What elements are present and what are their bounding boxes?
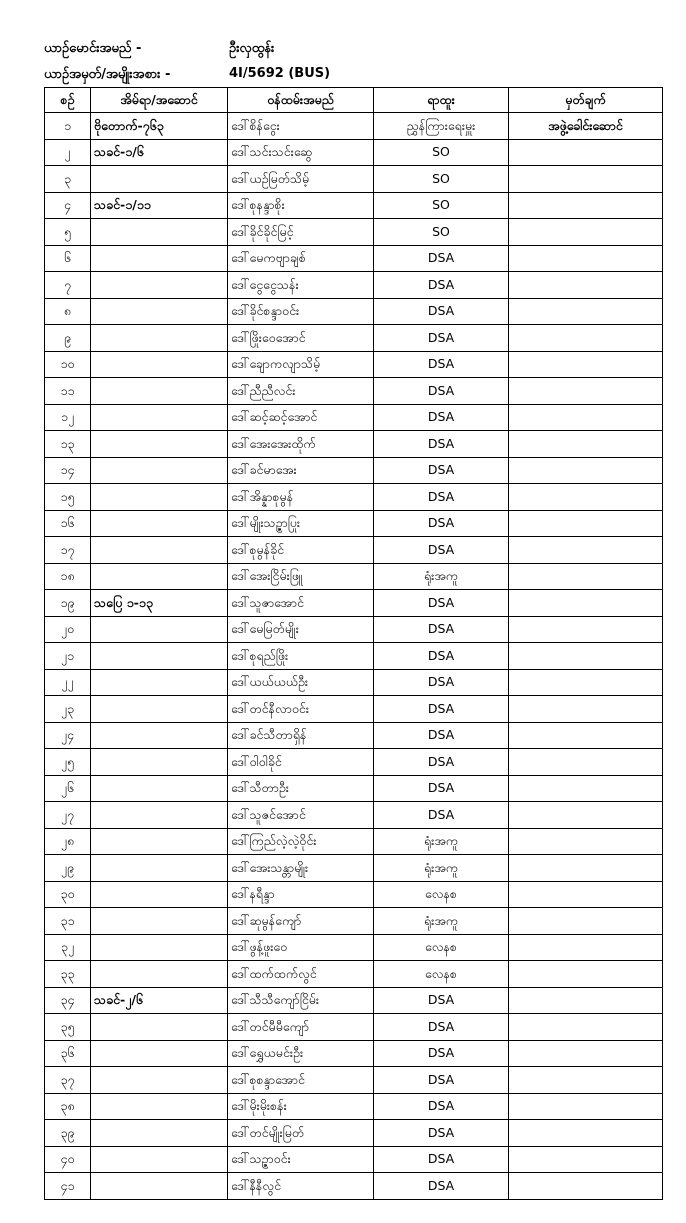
row-number-cell: ၁၂: [45, 404, 91, 431]
table-body: [45, 113, 663, 1200]
remark-cell: [509, 749, 663, 776]
table-row: [45, 987, 663, 1014]
remark-cell: [509, 404, 663, 431]
remark-cell: [509, 590, 663, 617]
staff-roster-table: [44, 87, 663, 1200]
table-row: [45, 1146, 663, 1173]
housing-block-cell: [91, 1093, 228, 1120]
staff-rank-cell: DSA: [374, 1120, 509, 1147]
row-number-cell: ၁၅: [45, 484, 91, 511]
staff-name-cell: ဒေါ်သဥ္ဇာဝင်း: [228, 1146, 374, 1173]
remark-cell: [509, 484, 663, 511]
table-row: [45, 908, 663, 935]
housing-block-cell: [91, 484, 228, 511]
remark-cell: [509, 643, 663, 670]
remark-cell: [509, 378, 663, 405]
housing-block-cell: [91, 669, 228, 696]
table-header-row: [45, 88, 663, 113]
remark-cell: [509, 855, 663, 882]
housing-block-cell: [91, 272, 228, 299]
housing-block-cell: [91, 245, 228, 272]
row-number-cell: ၃၁: [45, 908, 91, 935]
staff-name-cell: ဒေါ်မေကဗျာချစ်: [228, 245, 374, 272]
remark-cell: [509, 1093, 663, 1120]
table-row: [45, 855, 663, 882]
staff-rank-cell: DSA: [374, 1146, 509, 1173]
housing-block-cell: [91, 775, 228, 802]
row-number-cell: ၂၃: [45, 696, 91, 723]
row-number-cell: ၃၂: [45, 934, 91, 961]
row-number-cell: ၁၉: [45, 590, 91, 617]
row-number-cell: ၃၉: [45, 1120, 91, 1147]
staff-rank-cell: SO: [374, 192, 509, 219]
staff-name-cell: ဒေါ်အေးသန္တာမျိုး: [228, 855, 374, 882]
row-number-cell: ၂: [45, 139, 91, 166]
table-row: [45, 1093, 663, 1120]
table-row: [45, 298, 663, 325]
staff-rank-cell: DSA: [374, 325, 509, 352]
row-number-cell: ၂၂: [45, 669, 91, 696]
table-row: [45, 749, 663, 776]
table-row: [45, 722, 663, 749]
remark-cell: [509, 166, 663, 193]
row-number-cell: ၈: [45, 298, 91, 325]
staff-rank-cell: DSA: [374, 696, 509, 723]
staff-name-cell: ဒေါ်ခိုင်ခိုင်မြင့်: [228, 219, 374, 246]
vehicle-label: ယာဉ်အမှတ်/အမျိုးအစား -: [44, 67, 171, 82]
table-row: [45, 696, 663, 723]
remark-cell: [509, 722, 663, 749]
staff-name-cell: ဒေါ်စုနန္ဒာစိုး: [228, 192, 374, 219]
row-number-cell: ၁၄: [45, 457, 91, 484]
staff-name-cell: ဒေါ်မိုးမိုးစန်း: [228, 1093, 374, 1120]
staff-rank-cell: DSA: [374, 1067, 509, 1094]
staff-rank-cell: DSA: [374, 431, 509, 458]
remark-cell: [509, 431, 663, 458]
staff-rank-cell: DSA: [374, 1014, 509, 1041]
staff-rank-cell: SO: [374, 219, 509, 246]
row-number-cell: ၃၅: [45, 1014, 91, 1041]
staff-rank-cell: DSA: [374, 484, 509, 511]
row-number-cell: ၂၇: [45, 802, 91, 829]
table-row: [45, 166, 663, 193]
staff-rank-cell: DSA: [374, 987, 509, 1014]
housing-block-cell: [91, 325, 228, 352]
table-row: [45, 881, 663, 908]
staff-rank-cell: ရုံးအကူ: [374, 828, 509, 855]
row-number-cell: ၃၈: [45, 1093, 91, 1120]
staff-name-cell: ဒေါ်သီတာဦး: [228, 775, 374, 802]
row-number-cell: ၁၃: [45, 431, 91, 458]
table-row: [45, 219, 663, 246]
row-number-cell: ၁: [45, 113, 91, 140]
staff-rank-cell: ရုံးအကူ: [374, 908, 509, 935]
row-number-cell: ၃၄: [45, 987, 91, 1014]
housing-block-cell: သခင်-၁/၆: [91, 139, 228, 166]
table-row: [45, 272, 663, 299]
staff-rank-cell: DSA: [374, 616, 509, 643]
remark-cell: [509, 537, 663, 564]
table-row: [45, 510, 663, 537]
table-row: [45, 802, 663, 829]
row-number-cell: ၂၁: [45, 643, 91, 670]
staff-rank-cell: DSA: [374, 590, 509, 617]
staff-rank-cell: DSA: [374, 404, 509, 431]
staff-name-cell: ဒေါ်သူဇင်အောင်: [228, 802, 374, 829]
remark-cell: [509, 192, 663, 219]
remark-cell: [509, 961, 663, 988]
housing-block-cell: [91, 537, 228, 564]
housing-block-cell: [91, 1014, 228, 1041]
row-number-cell: ၄၀: [45, 1146, 91, 1173]
table-row: [45, 484, 663, 511]
staff-rank-cell: လေနစ: [374, 961, 509, 988]
staff-name-cell: ဒေါ်ဖွန့်ဖူးဝေ: [228, 934, 374, 961]
housing-block-cell: သပြေ ၁-၁၃: [91, 590, 228, 617]
staff-name-cell: ဒေါ်ဝါဝါခိုင်: [228, 749, 374, 776]
staff-name-cell: ဒေါ်စုရည်ဖြိုး: [228, 643, 374, 670]
remark-cell: [509, 298, 663, 325]
row-number-cell: ၄၁: [45, 1173, 91, 1200]
staff-rank-cell: DSA: [374, 351, 509, 378]
staff-rank-cell: လေနစ: [374, 881, 509, 908]
table-row: [45, 616, 663, 643]
remark-cell: အဖွဲ့ခေါင်းဆောင်: [509, 113, 663, 140]
housing-block-cell: [91, 378, 228, 405]
staff-name-cell: ဒေါ်အေးငြိမ်းဖြူ: [228, 563, 374, 590]
remark-cell: [509, 1173, 663, 1200]
column-header-location: အိမ်ရာ/အဆောင်: [91, 88, 228, 113]
housing-block-cell: ဗိုတောက်-၇၆၃: [91, 113, 228, 140]
staff-rank-cell: DSA: [374, 749, 509, 776]
remark-cell: [509, 881, 663, 908]
row-number-cell: ၁၁: [45, 378, 91, 405]
column-header-staff-name: ဝန်ထမ်းအမည်: [228, 88, 374, 113]
staff-rank-cell: လေနစ: [374, 934, 509, 961]
staff-rank-cell: DSA: [374, 272, 509, 299]
housing-block-cell: [91, 961, 228, 988]
staff-name-cell: ဒေါ်ဆုမွန်ကျော်: [228, 908, 374, 935]
table-row: [45, 351, 663, 378]
table-row: [45, 828, 663, 855]
staff-name-cell: ဒေါ်ခင်မာအေး: [228, 457, 374, 484]
table-row: [45, 590, 663, 617]
staff-rank-cell: DSA: [374, 457, 509, 484]
staff-name-cell: ဒေါ်မေမြတ်မျိုး: [228, 616, 374, 643]
housing-block-cell: [91, 696, 228, 723]
remark-cell: [509, 139, 663, 166]
row-number-cell: ၇: [45, 272, 91, 299]
table-row: [45, 113, 663, 140]
driver-label: ယာဉ်မောင်းအမည် -: [44, 41, 142, 56]
housing-block-cell: သခင်-၁/၁၁: [91, 192, 228, 219]
staff-name-cell: ဒေါ်ငွေငွေသန်း: [228, 272, 374, 299]
remark-cell: [509, 1067, 663, 1094]
housing-block-cell: [91, 431, 228, 458]
staff-name-cell: ဒေါ်ထက်ထက်လွင်: [228, 961, 374, 988]
housing-block-cell: [91, 881, 228, 908]
housing-block-cell: [91, 722, 228, 749]
table-row: [45, 378, 663, 405]
housing-block-cell: [91, 616, 228, 643]
housing-block-cell: [91, 298, 228, 325]
staff-rank-cell: DSA: [374, 245, 509, 272]
housing-block-cell: [91, 908, 228, 935]
remark-cell: [509, 616, 663, 643]
column-header-no: စဉ်: [45, 88, 91, 113]
staff-name-cell: ဒေါ်ချောကလျာသိမ့်: [228, 351, 374, 378]
table-row: [45, 457, 663, 484]
table-row: [45, 431, 663, 458]
remark-cell: [509, 696, 663, 723]
staff-name-cell: ဒေါ်ယဉ်မြတ်သိမ့်: [228, 166, 374, 193]
staff-name-cell: ဒေါ်တင်မျိုးမြတ်: [228, 1120, 374, 1147]
row-number-cell: ၃၇: [45, 1067, 91, 1094]
table-row: [45, 537, 663, 564]
staff-name-cell: ဒေါ်တင်မီမီကျော်: [228, 1014, 374, 1041]
housing-block-cell: [91, 1146, 228, 1173]
housing-block-cell: [91, 166, 228, 193]
staff-name-cell: ဒေါ်ရွှေယမင်းဦး: [228, 1040, 374, 1067]
row-number-cell: ၆: [45, 245, 91, 272]
staff-name-cell: ဒေါ်အိန္နာစုမွန်: [228, 484, 374, 511]
remark-cell: [509, 1014, 663, 1041]
staff-rank-cell: DSA: [374, 802, 509, 829]
staff-rank-cell: DSA: [374, 722, 509, 749]
housing-block-cell: [91, 1067, 228, 1094]
housing-block-cell: [91, 1040, 228, 1067]
remark-cell: [509, 510, 663, 537]
staff-rank-cell: DSA: [374, 1093, 509, 1120]
staff-name-cell: ဒေါ်အေးအေးထိုက်: [228, 431, 374, 458]
remark-cell: [509, 987, 663, 1014]
table-row: [45, 934, 663, 961]
row-number-cell: ၁၈: [45, 563, 91, 590]
staff-name-cell: ဒေါ်ယယ်ယယ်ဦး: [228, 669, 374, 696]
staff-name-cell: ဒေါ်စုမွန်ခိုင်: [228, 537, 374, 564]
row-number-cell: ၃၀: [45, 881, 91, 908]
staff-rank-cell: ညွှန်ကြားရေးမှူး: [374, 113, 509, 140]
remark-cell: [509, 1146, 663, 1173]
housing-block-cell: [91, 749, 228, 776]
table-row: [45, 961, 663, 988]
housing-block-cell: [91, 219, 228, 246]
row-number-cell: ၄: [45, 192, 91, 219]
staff-rank-cell: SO: [374, 139, 509, 166]
housing-block-cell: [91, 1173, 228, 1200]
vehicle-number: 4I/5692 (BUS): [229, 66, 331, 81]
staff-rank-cell: DSA: [374, 643, 509, 670]
row-number-cell: ၂၅: [45, 749, 91, 776]
table-row: [45, 1014, 663, 1041]
table-row: [45, 325, 663, 352]
staff-name-cell: ဒေါ်နီနီလွင်: [228, 1173, 374, 1200]
staff-rank-cell: DSA: [374, 669, 509, 696]
housing-block-cell: [91, 934, 228, 961]
table-row: [45, 1120, 663, 1147]
staff-name-cell: ဒေါ်မျိုးသဉ္ဇာပြုး: [228, 510, 374, 537]
staff-rank-cell: DSA: [374, 537, 509, 564]
table-row: [45, 1173, 663, 1200]
staff-rank-cell: SO: [374, 166, 509, 193]
row-number-cell: ၂၀: [45, 616, 91, 643]
housing-block-cell: [91, 510, 228, 537]
housing-block-cell: သခင်-၂/၆: [91, 987, 228, 1014]
staff-name-cell: ဒေါ်ညီညီလင်း: [228, 378, 374, 405]
row-number-cell: ၃: [45, 166, 91, 193]
row-number-cell: ၂၈: [45, 828, 91, 855]
remark-cell: [509, 219, 663, 246]
staff-name-cell: ဒေါ်စိန်ငွေး: [228, 113, 374, 140]
staff-name-cell: ဒေါ်ဆင့်ဆင့်အောင်: [228, 404, 374, 431]
staff-rank-cell: DSA: [374, 1040, 509, 1067]
row-number-cell: ၂၆: [45, 775, 91, 802]
staff-rank-cell: DSA: [374, 775, 509, 802]
table-row: [45, 563, 663, 590]
column-header-remark: မှတ်ချက်: [509, 88, 663, 113]
table-row: [45, 1067, 663, 1094]
remark-cell: [509, 934, 663, 961]
housing-block-cell: [91, 404, 228, 431]
remark-cell: [509, 272, 663, 299]
remark-cell: [509, 1040, 663, 1067]
row-number-cell: ၃၃: [45, 961, 91, 988]
staff-rank-cell: DSA: [374, 378, 509, 405]
housing-block-cell: [91, 1120, 228, 1147]
table-row: [45, 643, 663, 670]
housing-block-cell: [91, 855, 228, 882]
staff-name-cell: ဒေါ်ခိုင်စန္ဒာဝင်း: [228, 298, 374, 325]
table-row: [45, 404, 663, 431]
staff-name-cell: ဒေါ်စုစန္ဒာအောင်: [228, 1067, 374, 1094]
table-row: [45, 245, 663, 272]
staff-rank-cell: DSA: [374, 510, 509, 537]
table-row: [45, 1040, 663, 1067]
remark-cell: [509, 325, 663, 352]
staff-name-cell: ဒေါ်နရီန္ဒာ: [228, 881, 374, 908]
row-number-cell: ၁၆: [45, 510, 91, 537]
remark-cell: [509, 802, 663, 829]
row-number-cell: ၂၉: [45, 855, 91, 882]
table-row: [45, 192, 663, 219]
remark-cell: [509, 1120, 663, 1147]
staff-name-cell: ဒေါ်သီသီကျော်ငြိမ်း: [228, 987, 374, 1014]
table-row: [45, 775, 663, 802]
staff-rank-cell: ရုံးအကူ: [374, 563, 509, 590]
housing-block-cell: [91, 802, 228, 829]
remark-cell: [509, 908, 663, 935]
remark-cell: [509, 828, 663, 855]
housing-block-cell: [91, 563, 228, 590]
housing-block-cell: [91, 828, 228, 855]
staff-name-cell: ဒေါ်သင်းသင်းဆွေ: [228, 139, 374, 166]
remark-cell: [509, 351, 663, 378]
driver-name: ဦးလှထွန်း: [229, 41, 275, 56]
row-number-cell: ၃၆: [45, 1040, 91, 1067]
housing-block-cell: [91, 457, 228, 484]
row-number-cell: ၁၇: [45, 537, 91, 564]
row-number-cell: ၁၀: [45, 351, 91, 378]
remark-cell: [509, 457, 663, 484]
staff-name-cell: ဒေါ်ဖြိုးဝေအောင်: [228, 325, 374, 352]
housing-block-cell: [91, 351, 228, 378]
staff-rank-cell: DSA: [374, 1173, 509, 1200]
row-number-cell: ၂၄: [45, 722, 91, 749]
staff-name-cell: ဒေါ်တင်နီလာဝင်း: [228, 696, 374, 723]
staff-rank-cell: DSA: [374, 298, 509, 325]
remark-cell: [509, 245, 663, 272]
table-row: [45, 139, 663, 166]
housing-block-cell: [91, 643, 228, 670]
row-number-cell: ၉: [45, 325, 91, 352]
staff-name-cell: ဒေါ်သူဇာအောင်: [228, 590, 374, 617]
row-number-cell: ၅: [45, 219, 91, 246]
staff-name-cell: ဒေါ်ကြည်လဲ့လဲ့ဝိုင်း: [228, 828, 374, 855]
column-header-rank: ရာထူး: [374, 88, 509, 113]
remark-cell: [509, 775, 663, 802]
staff-name-cell: ဒေါ်ခင်သီတာရှိန်: [228, 722, 374, 749]
remark-cell: [509, 563, 663, 590]
table-row: [45, 669, 663, 696]
remark-cell: [509, 669, 663, 696]
staff-rank-cell: ရုံးအကူ: [374, 855, 509, 882]
